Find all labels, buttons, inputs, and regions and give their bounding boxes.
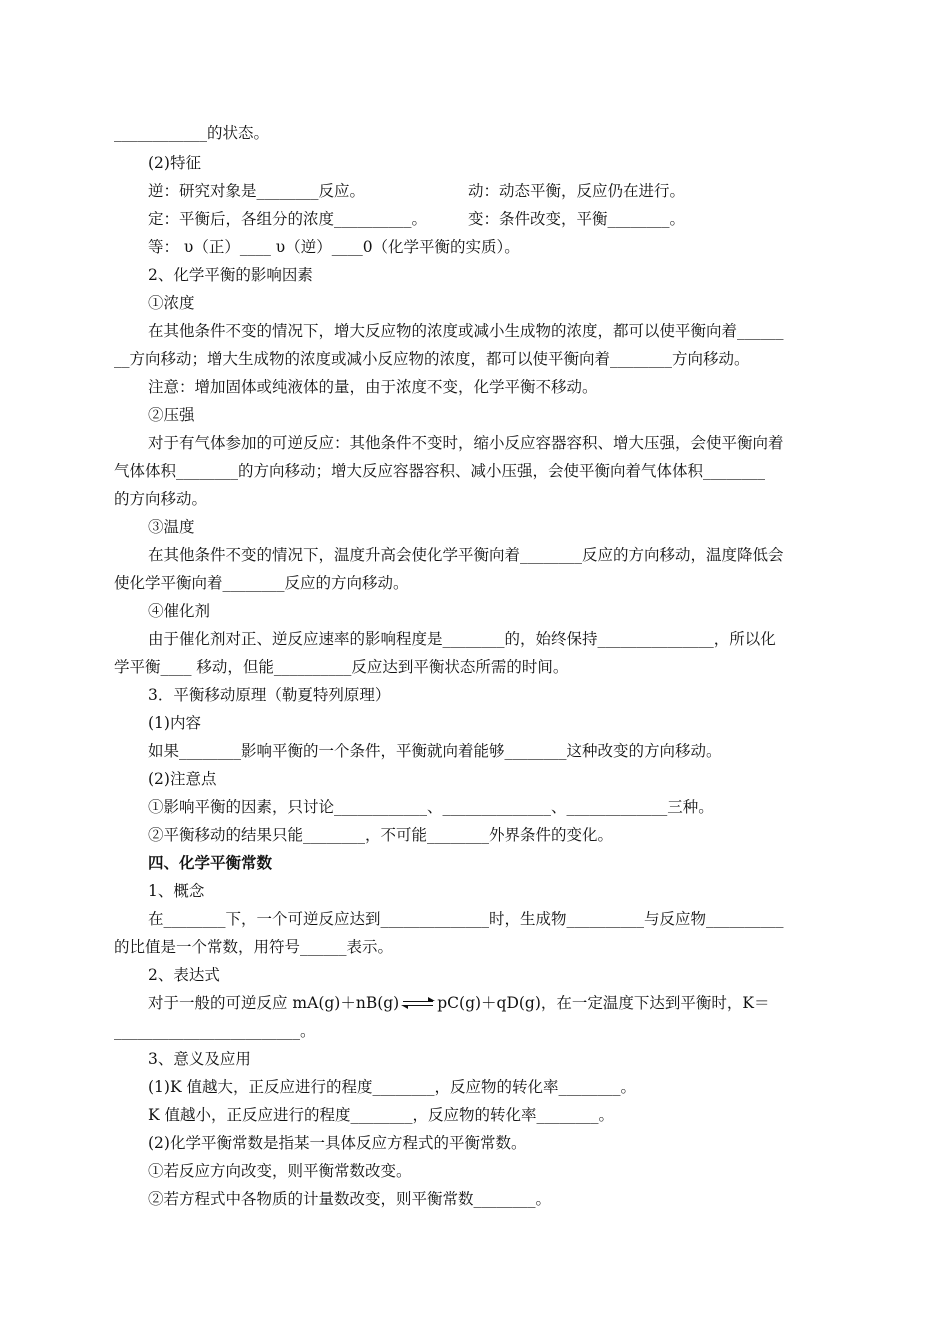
note-line: 注意：增加固体或纯液体的量，由于浓度不变，化学平衡不移动。	[148, 378, 598, 396]
section-heading: 2、化学平衡的影响因素	[148, 266, 313, 284]
text-line: 在其他条件不变的情况下，温度升高会使化学平衡向着________反应的方向移动，温度降低会	[148, 546, 784, 564]
text-line: ________________________。	[114, 1022, 316, 1040]
subheading-content: (1)内容	[148, 714, 201, 732]
text-line: 学平衡____ 移动，但能__________反应达到平衡状态所需的时间。	[114, 658, 569, 676]
text-line: 气体体积________的方向移动；增大反应容器容积、减小压强，会使平衡向着气体体积________	[114, 462, 766, 480]
subheading-meaning: 3、意义及应用	[148, 1050, 251, 1068]
text-line: ②平衡移动的结果只能________，不可能________外界条件的变化。	[148, 826, 614, 844]
text-line: 在其他条件不变的情况下，增大反应物的浓度或减小生成物的浓度，都可以使平衡向着______	[148, 322, 784, 340]
text-line: 使化学平衡向着________反应的方向移动。	[114, 574, 409, 592]
text-line: __方向移动；增大生成物的浓度或减小反应物的浓度，都可以使平衡向着________方向移动。	[114, 350, 750, 368]
subheading-catalyst: ④催化剂	[148, 602, 211, 620]
text-line: 在________下，一个可逆反应达到______________时，生成物__________与反应物__________	[148, 910, 784, 928]
text-line: ①影响平衡的因素，只讨论____________、______________、_____________三种。	[148, 798, 714, 816]
reaction-line	[148, 993, 769, 1013]
text-line: 等： υ（正）____ υ（逆）____0（化学平衡的实质）。	[148, 238, 520, 256]
text-line: 逆：研究对象是________反应。	[148, 182, 366, 200]
subheading-notes: (2)注意点	[148, 770, 217, 788]
subheading-temperature: ③温度	[148, 518, 195, 536]
subheading-expression: 2、表达式	[148, 966, 220, 984]
text-line: 的方向移动。	[114, 490, 208, 508]
text-line: (1)K 值越大，正反应进行的程度________，反应物的转化率________。	[148, 1078, 636, 1096]
reaction-text: 对于一般的可逆反应 mA(g)＋nB(g)	[148, 994, 400, 1012]
equilibrium-arrow-icon	[401, 997, 435, 1011]
section-heading-equilibrium-constant: 四、化学平衡常数	[148, 853, 273, 872]
text-line: 动：动态平衡，反应仍在进行。	[468, 182, 686, 200]
section-heading: 3．平衡移动原理（勒夏特列原理）	[148, 686, 391, 704]
text-line: 由于催化剂对正、逆反应速率的影响程度是________的，始终保持_______________，所以化	[148, 630, 776, 648]
text-line: (2)化学平衡常数是指某一具体反应方程式的平衡常数。	[148, 1134, 527, 1152]
subheading-concentration: ①浓度	[148, 294, 195, 312]
text-line: ____________的状态。	[114, 124, 270, 142]
text-line: 变：条件改变，平衡________。	[468, 210, 686, 228]
subheading-concept: 1、概念	[148, 882, 205, 900]
text-line: 的比值是一个常数，用符号______表示。	[114, 938, 394, 956]
text-line: 对于有气体参加的可逆反应：其他条件不变时，缩小反应容器容积、增大压强，会使平衡向着	[148, 434, 784, 452]
subheading-characteristics: (2)特征	[148, 154, 201, 172]
text-line: K 值越小，正反应进行的程度________，反应物的转化率________。	[148, 1106, 615, 1124]
text-line: ②若方程式中各物质的计量数改变，则平衡常数________。	[148, 1190, 552, 1208]
text-line: ①若反应方向改变，则平衡常数改变。	[148, 1162, 412, 1180]
subheading-pressure: ②压强	[148, 406, 195, 424]
text-line: 如果________影响平衡的一个条件，平衡就向着能够________这种改变的方向移动。	[148, 742, 722, 760]
reaction-text: pC(g)＋qD(g)，在一定温度下达到平衡时，K＝	[437, 994, 770, 1012]
text-line: 定：平衡后，各组分的浓度__________。	[148, 210, 428, 228]
